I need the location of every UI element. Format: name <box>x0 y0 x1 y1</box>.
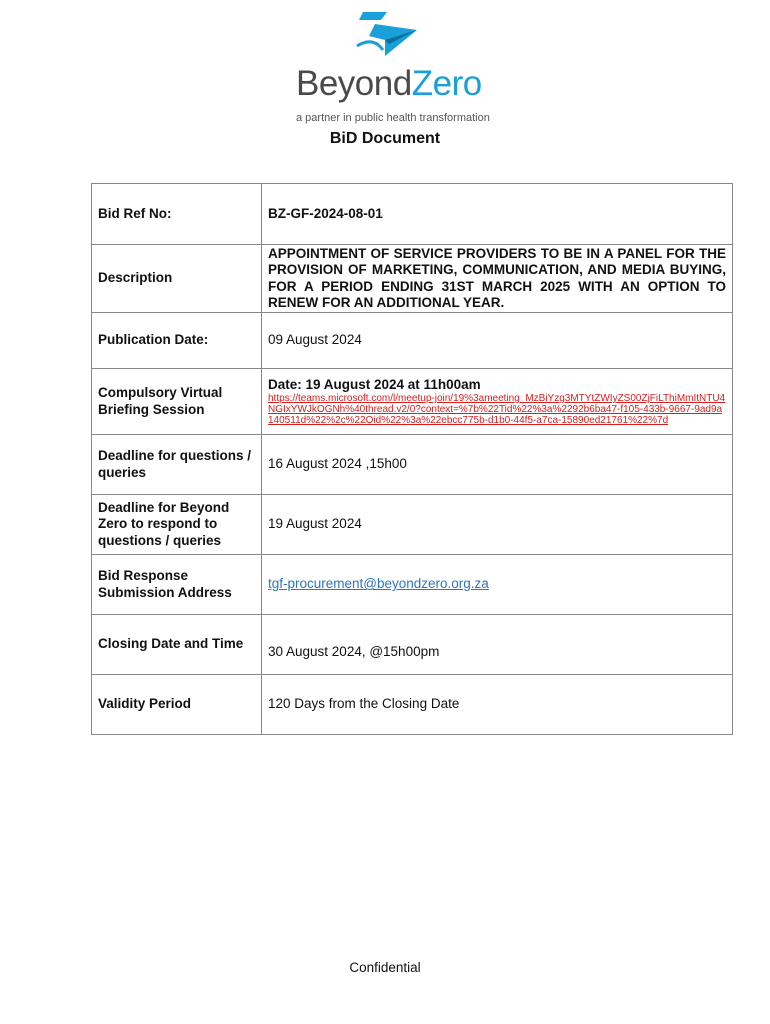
paper-plane-icon <box>355 6 425 62</box>
table-row-briefing <box>92 369 733 435</box>
table-row-submission <box>92 555 733 615</box>
logo-word-beyond: Beyond <box>296 64 412 103</box>
table-row-closing <box>92 615 733 675</box>
table-row-description <box>92 245 733 313</box>
briefing-label: Compulsory Virtual Briefing Session <box>92 369 262 435</box>
table-row-bid-ref <box>92 184 733 245</box>
logo-tagline: a partner in public health transformation <box>296 112 490 124</box>
respond-value: 19 August 2024 <box>262 495 733 555</box>
submission-cell <box>262 555 733 615</box>
confidential-footer: Confidential <box>349 960 421 975</box>
questions-label: Deadline for questions / queries <box>92 435 262 495</box>
publication-value: 09 August 2024 <box>262 313 733 369</box>
validity-label: Validity Period <box>92 675 262 735</box>
table-row-respond <box>92 495 733 555</box>
submission-label: Bid Response Submission Address <box>92 555 262 615</box>
bid-ref-label: Bid Ref No: <box>92 184 262 245</box>
description-label: Description <box>92 245 262 313</box>
validity-value: 120 Days from the Closing Date <box>262 675 733 735</box>
table-row-validity <box>92 675 733 735</box>
respond-label: Deadline for Beyond Zero to respond to questions / queries <box>92 495 262 555</box>
closing-value: 30 August 2024, @15h00pm <box>262 615 733 675</box>
bid-details-table <box>91 183 733 735</box>
briefing-meeting-link[interactable]: https://teams.microsoft.com/l/meetup-join/19%3ameeting_MzBiYzg3MTYtZWIyZS00ZjFiLThiMmItNTU4NGIxYWJkOGNh%40thread.v2/0?context=%7b%22Tid%22%3a%2292b6ba47-f105-433b-9667-9ad9a140511d%22%2c%22Oid%22%3a%22ebcc775b-d1b0-44f5-a7ca-15890ed21761%22%7d <box>268 393 726 427</box>
logo-wordmark <box>296 62 482 106</box>
closing-label: Closing Date and Time <box>92 615 262 675</box>
publication-label: Publication Date: <box>92 313 262 369</box>
briefing-cell <box>262 369 733 435</box>
document-title: BiD Document <box>329 130 441 147</box>
logo <box>0 0 770 130</box>
briefing-date: Date: 19 August 2024 at 11h00am <box>268 376 481 392</box>
bid-ref-value: BZ-GF-2024-08-01 <box>262 184 733 245</box>
logo-word-zero: Zero <box>411 64 482 103</box>
description-value: APPOINTMENT OF SERVICE PROVIDERS TO BE IN A PANEL FOR THE PROVISION OF MARKETING, COMMUNICATION, AND MEDIA BUYING, FOR A PERIOD ENDING 31ST MARCH 2025 WITH AN OPTION TO RENEW FOR AN ADDITIONAL YEAR. <box>262 245 733 313</box>
questions-value: 16 August 2024 ,15h00 <box>262 435 733 495</box>
submission-email-link[interactable]: tgf-procurement@beyondzero.org.za <box>268 576 489 592</box>
table-row-publication <box>92 313 733 369</box>
table-row-questions <box>92 435 733 495</box>
